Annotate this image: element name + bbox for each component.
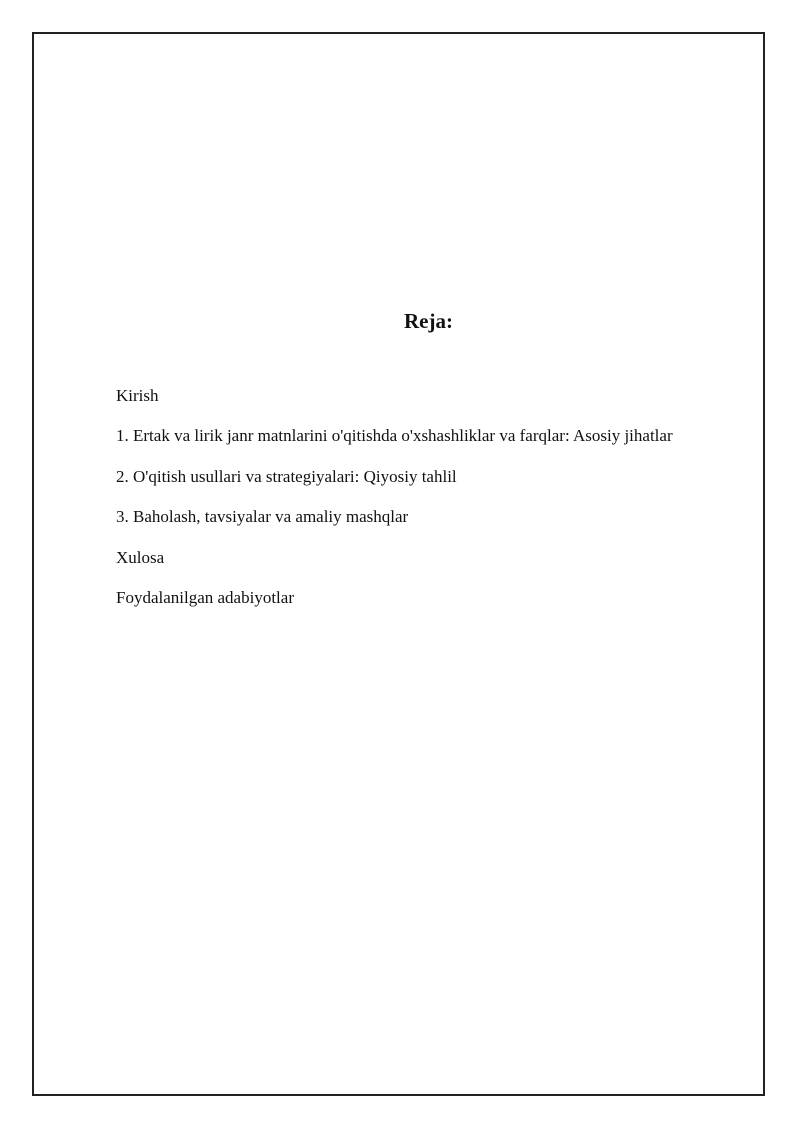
page-border (32, 32, 765, 1096)
plan-item-conclusion: Xulosa (116, 547, 165, 567)
plan-item-references: Foydalanilgan adabiyotlar (116, 587, 294, 607)
plan-item-2: 2. O'qitish usullari va strategiyalari: Qiyosiy tahlil (116, 466, 457, 486)
plan-title: Reja: (404, 309, 453, 333)
plan-list (116, 382, 673, 624)
plan-item-1: 1. Ertak va lirik janr matnlarini o'qitishda o'xshashliklar va farqlar: Asosiy jihatlar (116, 426, 673, 446)
plan-item-3: 3. Baholash, tavsiyalar va amaliy mashqlar (116, 507, 409, 527)
plan-item-intro: Kirish (116, 386, 159, 405)
